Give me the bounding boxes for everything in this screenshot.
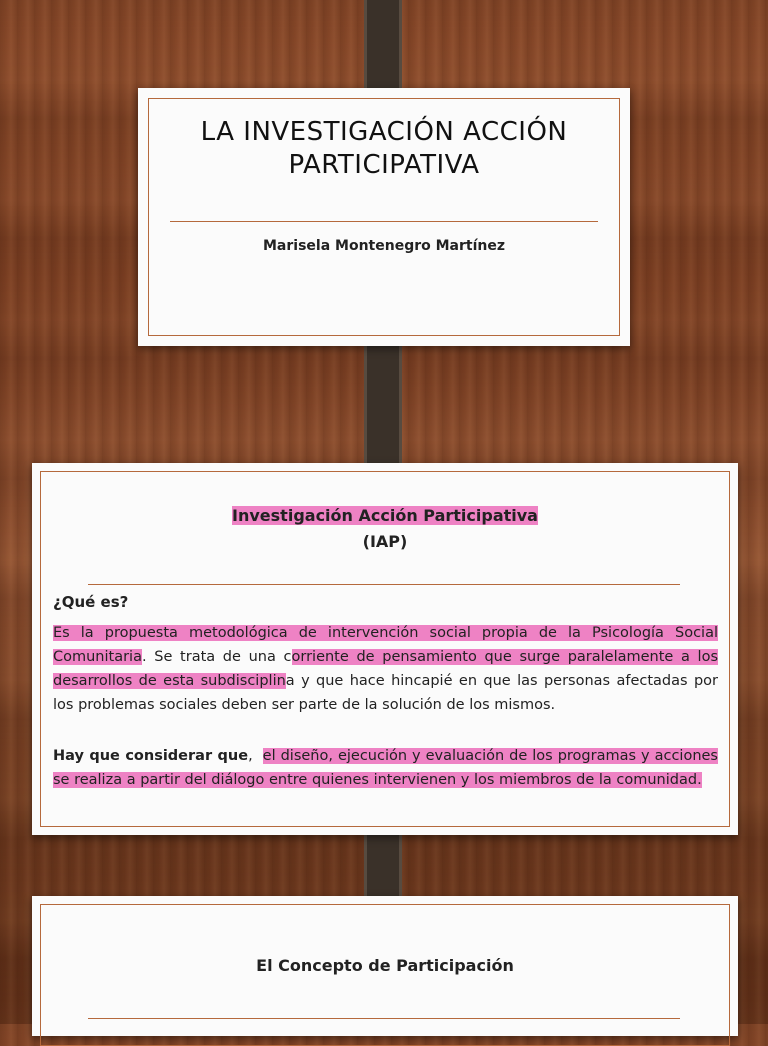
question-heading: ¿Qué es? (53, 593, 129, 611)
author-name: Marisela Montenegro Martínez (263, 238, 505, 254)
slide-title (138, 116, 630, 182)
title-divider (170, 221, 598, 222)
title-slide (138, 88, 630, 346)
strap-middle (364, 330, 402, 480)
definition-paragraph (53, 621, 718, 717)
consideration-lead: Hay que considerar que (53, 748, 249, 764)
consideration-highlight: el diseño, ejecución y evaluación de los programas y acciones se realiza a partir del diálogo entre quienes intervienen y los miembros de la comunidad. (53, 748, 718, 788)
concept-slide (32, 896, 738, 1036)
iap-heading: Investigación Acción Participativa (232, 506, 538, 525)
iap-slide (32, 463, 738, 835)
concept-divider (88, 1018, 680, 1019)
definition-text-mid: . Se trata de una c (141, 649, 292, 665)
definition-highlight-1: Es la propuesta metodológica de intervención social propia de la Psicología Social Comunitaria (53, 625, 718, 665)
iap-subheading: (IAP) (362, 532, 408, 551)
consideration-paragraph (53, 744, 718, 792)
concept-slide-frame (40, 904, 730, 1046)
iap-divider (88, 584, 680, 585)
definition-highlight-2: orriente de pensamiento que surge paralelamente a los desarrollos de esta subdisciplin (53, 649, 718, 689)
concept-heading: El Concepto de Participación (256, 956, 514, 975)
consideration-sep: , (248, 748, 263, 764)
iap-heading-block (32, 503, 738, 555)
definition-text-end: a y que hace hincapié en que las personas afectadas por los problemas sociales deben ser parte de la solución de los mismos. (53, 673, 718, 713)
slide-title-line2: PARTICIPATIVA (288, 150, 480, 180)
slide-title-line1: LA INVESTIGACIÓN ACCIÓN (200, 117, 568, 147)
